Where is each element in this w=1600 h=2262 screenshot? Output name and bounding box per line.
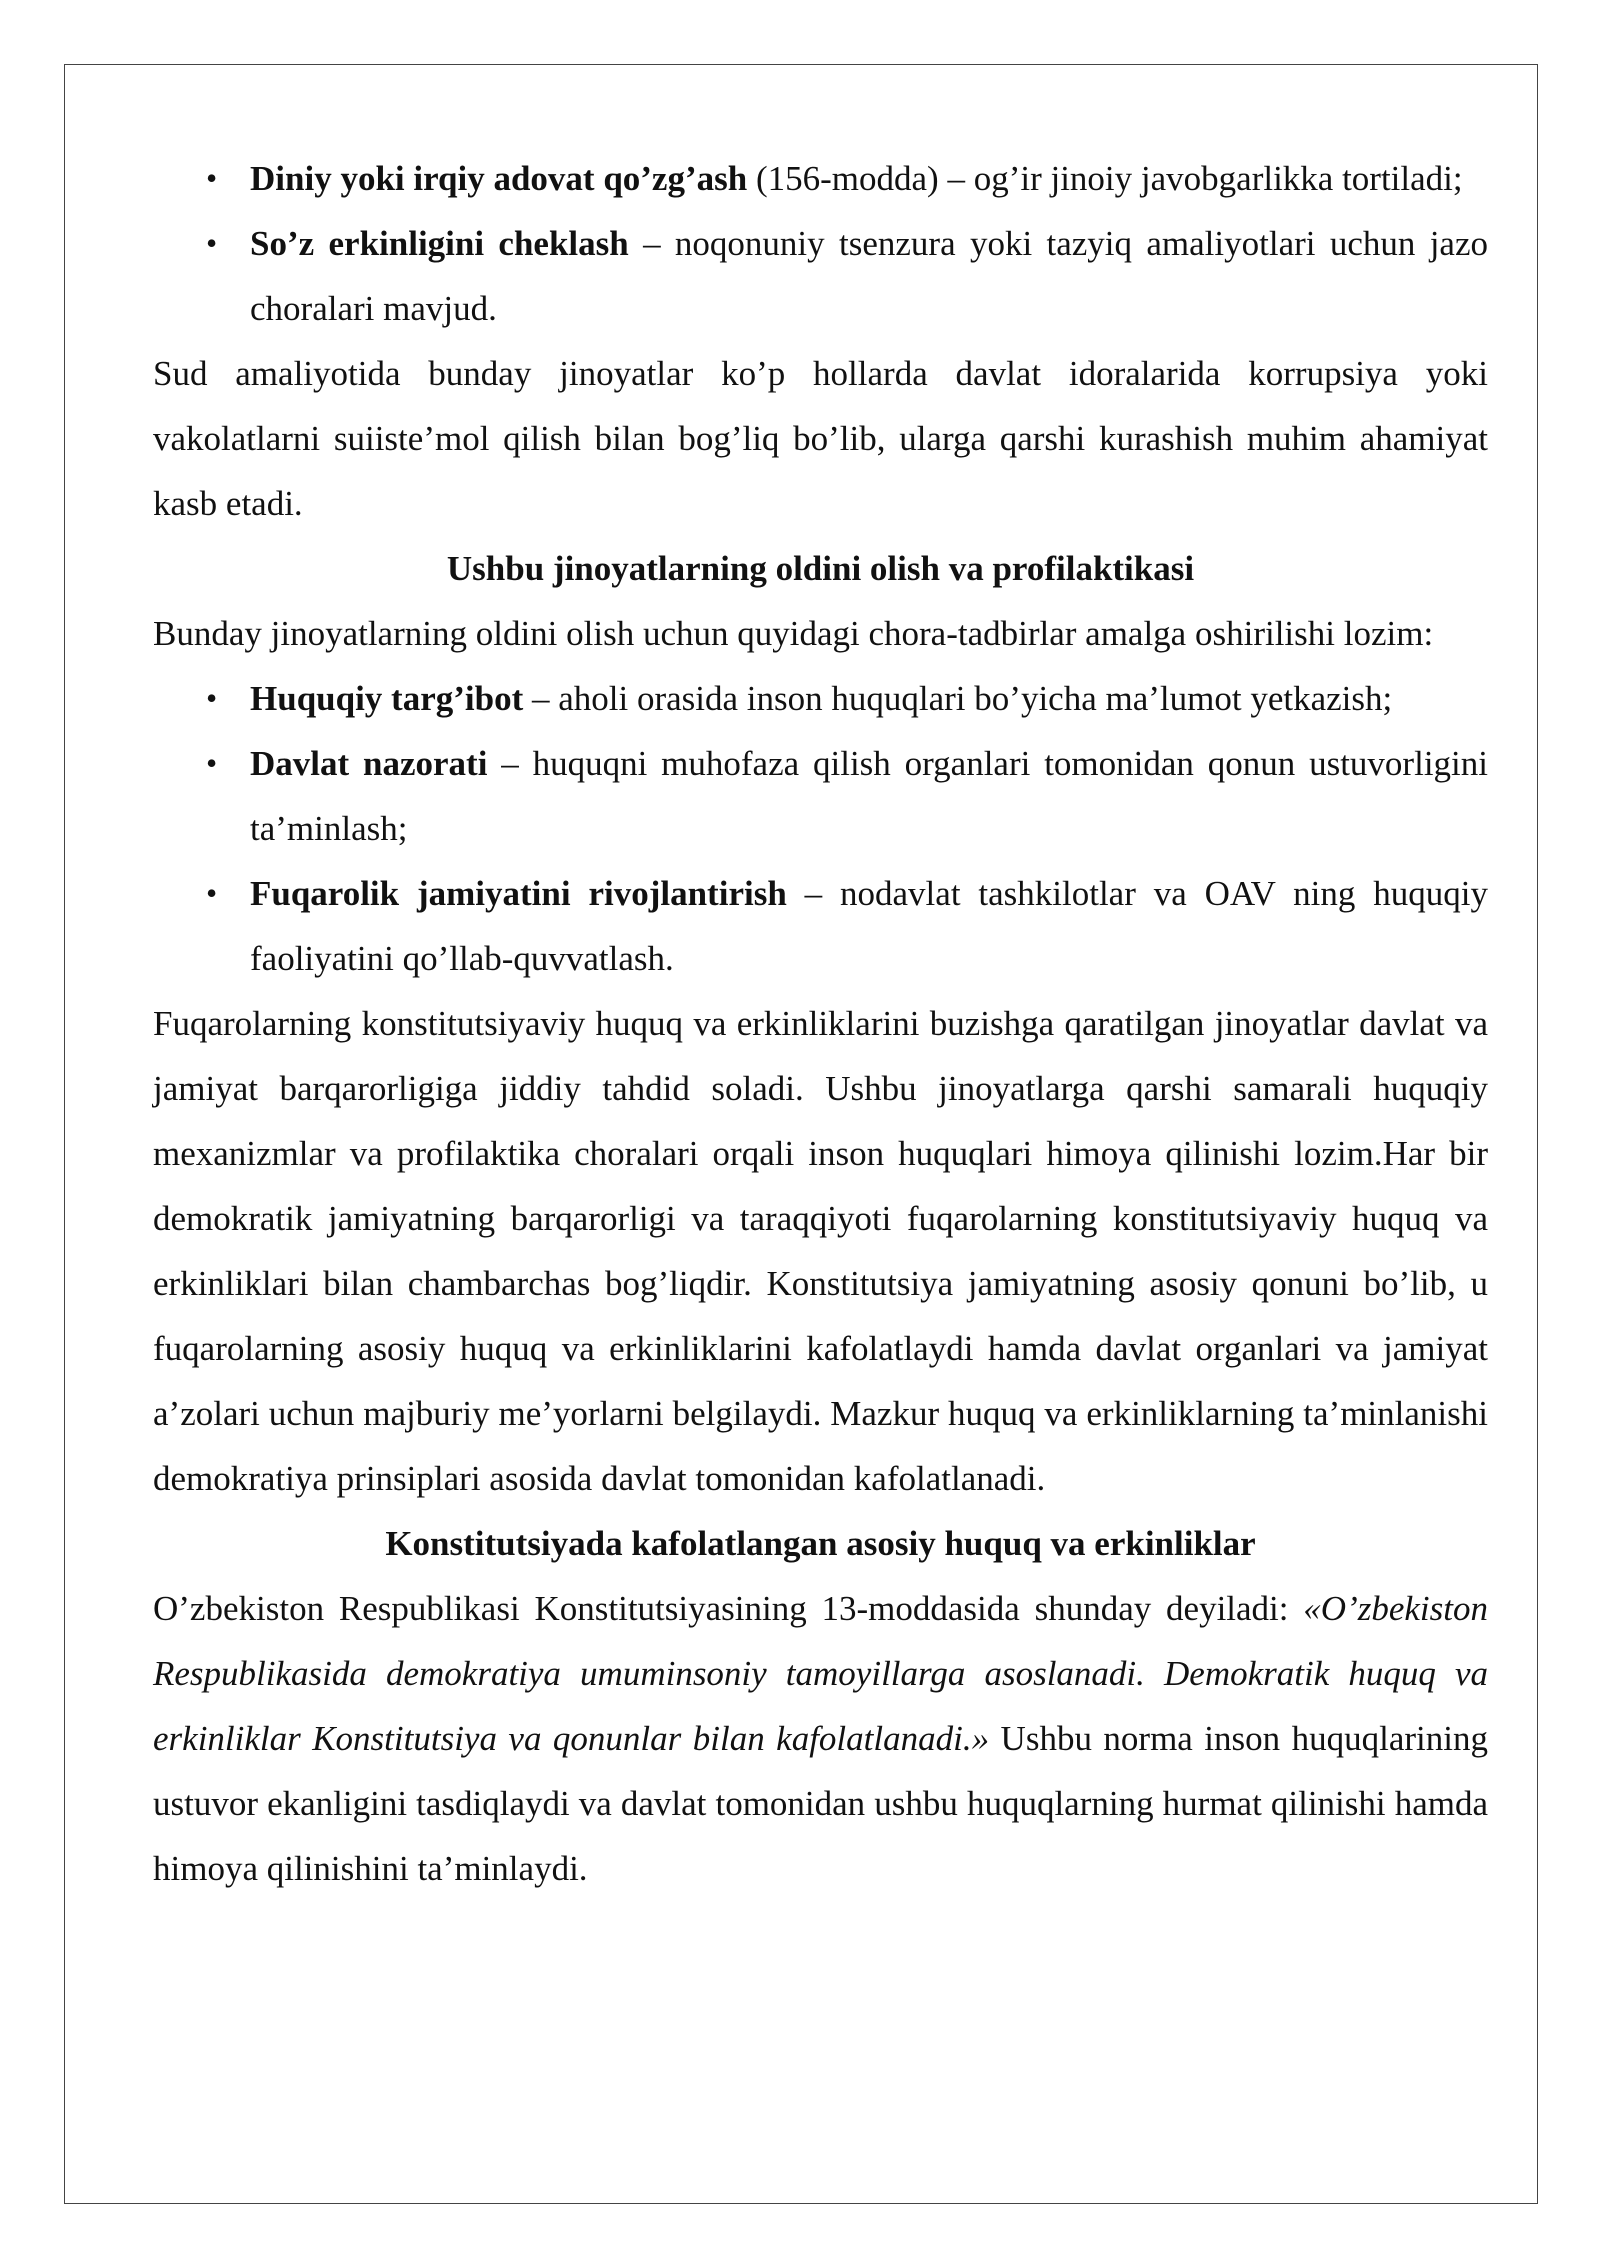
bullet-icon: •: [206, 745, 218, 781]
list-item-text: (156-modda) – og’ir jinoiy javobgarlikka tortiladi;: [747, 159, 1463, 198]
list-item: [153, 146, 1488, 211]
section-heading-guaranteed-rights: Konstitutsiyada kafolatlangan asosiy huquq va erkinliklar: [385, 1524, 1256, 1563]
list-item-term: So’z erkinligini cheklash: [250, 224, 629, 263]
article-13-commentary: Ushbu norma inson huquqlarining ustuvor ekanligini tasdiqlaydi va davlat tomonidan ushbu huquqlarning hurmat qilinishi hamda himoya qilinishini ta’minlaydi.: [153, 1719, 1488, 1888]
paragraph-article-13: [153, 1576, 1488, 1901]
list-item-text: – huquqni muhofaza qilish organlari tomonidan qonun ustuvorligini ta’minlash;: [250, 744, 1488, 848]
bullet-icon: •: [206, 225, 218, 261]
list-item-term: Huquqiy targ’ibot: [250, 679, 524, 718]
list-item-text: – aholi orasida inson huquqlari bo’yicha ma’lumot yetkazish;: [523, 679, 1393, 718]
document-body: [153, 146, 1488, 1901]
list-item: [153, 666, 1488, 731]
list-item-term: Fuqarolik jamiyatini rivojlantirish: [250, 874, 787, 913]
paragraph-prevention-intro: Bunday jinoyatlarning oldini olish uchun quyidagi chora-tadbirlar amalga oshirilishi lozim:: [153, 614, 1434, 653]
constitution-quote: «O’zbekiston Respublikasida demokratiya umuminsoniy tamoyillarga asoslanadi. Demokratik huquq va erkinliklar Konstitutsiya va qonunlar bilan kafolatlanadi.»: [153, 1589, 1488, 1758]
crime-types-list: [153, 146, 1488, 341]
bullet-icon: •: [206, 680, 218, 716]
prevention-measures-list: [153, 666, 1488, 991]
list-item: [153, 861, 1488, 991]
list-item: [153, 211, 1488, 341]
article-13-intro: O’zbekiston Respublikasi Konstitutsiyasining 13-moddasida shunday deyiladi:: [153, 1589, 1304, 1628]
bullet-icon: •: [206, 875, 218, 911]
list-item-term: Davlat nazorati: [250, 744, 488, 783]
list-item-text: – noqonuniy tsenzura yoki tazyiq amaliyotlari uchun jazo choralari mavjud.: [250, 224, 1488, 328]
list-item-term: Diniy yoki irqiy adovat qo’zg’ash: [250, 159, 748, 198]
paragraph-court-practice: Sud amaliyotida bunday jinoyatlar ko’p hollarda davlat idoralarida korrupsiya yoki vakolatlarni suiiste’mol qilish bilan bog’liq bo’lib, ularga qarshi kurashish muhim ahamiyat kasb etadi.: [153, 354, 1488, 523]
bullet-icon: •: [206, 160, 218, 196]
list-item: [153, 731, 1488, 861]
section-heading-prevention: Ushbu jinoyatlarning oldini olish va profilaktikasi: [446, 549, 1195, 588]
paragraph-constitutional-rights: Fuqarolarning konstitutsiyaviy huquq va erkinliklarini buzishga qaratilgan jinoyatlar davlat va jamiyat barqarorligiga jiddiy tahdid soladi. Ushbu jinoyatlarga qarshi samarali huquqiy mexanizmlar va profilaktika choralari orqali inson huquqlari himoya qilinishi lozim.Har bir demokratik jamiyatning barqarorligi va taraqqiyoti fuqarolarning konstitutsiyaviy huquq va erkinliklari bilan chambarchas bog’liqdir. Konstitutsiya jamiyatning asosiy qonuni bo’lib, u fuqarolarning asosiy huquq va erkinliklarini kafolatlaydi hamda davlat organlari va jamiyat a’zolari uchun majburiy me’yorlarni belgilaydi. Mazkur huquq va erkinliklarning ta’minlanishi demokratiya prinsiplari asosida davlat tomonidan kafolatlanadi.: [153, 1004, 1488, 1498]
list-item-text: – nodavlat tashkilotlar va OAV ning huquqiy faoliyatini qo’llab-quvvatlash.: [250, 874, 1488, 978]
